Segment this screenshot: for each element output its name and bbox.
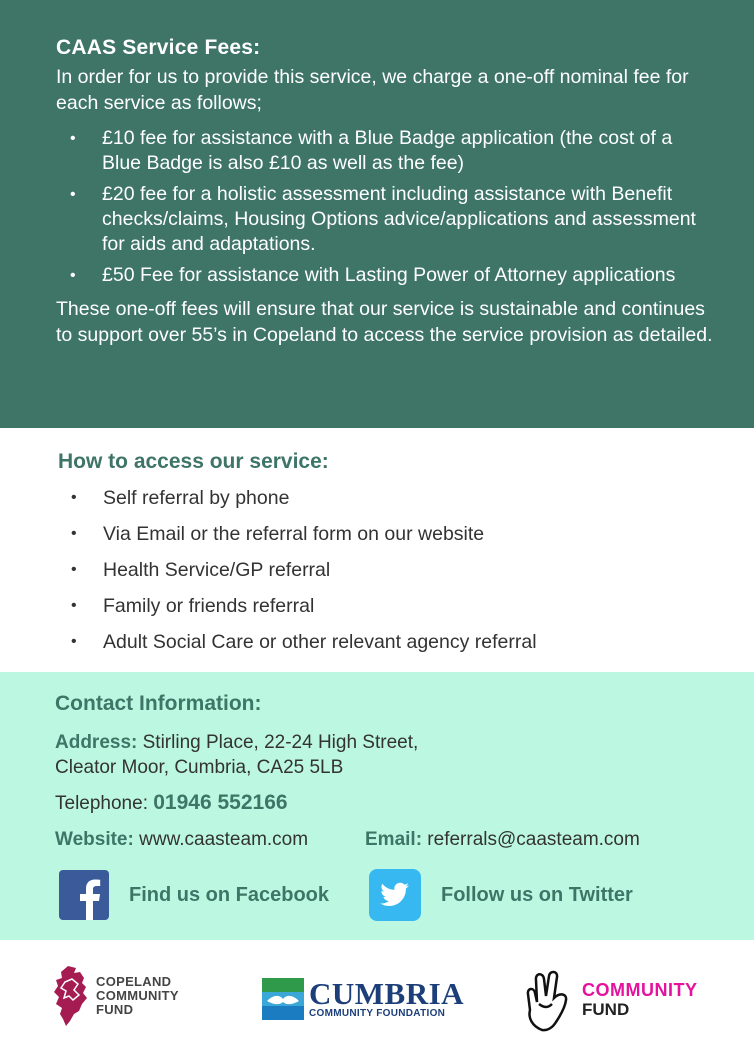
telephone-row xyxy=(55,790,724,817)
email-block xyxy=(365,827,640,853)
address-line1: Stirling Place, 22-24 High Street, xyxy=(137,732,419,753)
copeland-map-icon xyxy=(52,964,92,1028)
lottery-line2: FUND xyxy=(582,1000,630,1019)
facebook-icon[interactable] xyxy=(59,870,109,920)
address-block xyxy=(55,730,724,780)
access-section xyxy=(0,428,754,672)
twitter-link[interactable] xyxy=(369,869,633,921)
footer-logos xyxy=(0,940,754,1042)
website-link[interactable]: www.caasteam.com xyxy=(133,829,309,850)
copeland-line: FUND xyxy=(96,1002,134,1017)
address-label: Address: xyxy=(55,732,138,753)
fees-list xyxy=(56,126,714,288)
list-item: • £50 Fee for assistance with Lasting Power of Attorney applications xyxy=(56,263,714,288)
list-item: • Adult Social Care or other relevant agency referral xyxy=(58,630,714,654)
community-fund-logo xyxy=(522,968,698,1032)
crossed-fingers-icon xyxy=(522,968,578,1032)
fees-outro: These one-off fees will ensure that our service is sustainable and continues to support over 55’s in Copeland to access the service provision as detailed. xyxy=(56,298,713,346)
cumbria-title: CUMBRIA xyxy=(309,975,465,1011)
copeland-community-fund-logo xyxy=(52,964,179,1028)
social-row xyxy=(55,869,724,921)
facebook-link[interactable] xyxy=(59,870,369,920)
contact-title: Contact Information: xyxy=(55,692,262,715)
list-item: • Self referral by phone xyxy=(58,486,714,510)
lottery-text xyxy=(582,981,698,1019)
twitter-label[interactable]: Follow us on Twitter xyxy=(441,883,633,906)
copeland-line: COMMUNITY xyxy=(96,988,179,1003)
list-item: • Via Email or the referral form on our website xyxy=(58,522,714,546)
copeland-text xyxy=(96,975,179,1017)
list-item: • Family or friends referral xyxy=(58,594,714,618)
address-line2: Cleator Moor, Cumbria, CA25 5LB xyxy=(55,757,344,778)
lottery-line1: COMMUNITY xyxy=(582,980,698,1000)
telephone-label: Telephone: xyxy=(55,793,154,814)
cumbria-text xyxy=(309,975,465,1019)
website-block xyxy=(55,827,365,853)
cumbria-community-foundation-logo xyxy=(262,975,465,1020)
access-list xyxy=(58,486,714,654)
list-item: • Health Service/GP referral xyxy=(58,558,714,582)
email-label: Email: xyxy=(365,829,423,850)
web-email-row xyxy=(55,827,724,853)
fees-intro: In order for us to provide this service, we charge a one-off nominal fee for each service as follows; xyxy=(56,66,689,114)
fees-section xyxy=(0,0,754,428)
telephone-number[interactable]: 01946 552166 xyxy=(153,791,288,814)
list-item: • £20 fee for a holistic assessment including assistance with Benefit checks/claims, Housing Options advice/applications and assessment for aids and adaptations. xyxy=(56,182,714,257)
twitter-icon[interactable] xyxy=(369,869,421,921)
email-link[interactable]: referrals@caasteam.com xyxy=(422,829,640,850)
copeland-line: COPELAND xyxy=(96,974,172,989)
website-label: Website: xyxy=(55,829,134,850)
fees-title: CAAS Service Fees: xyxy=(56,36,261,59)
contact-section xyxy=(0,672,754,940)
access-title: How to access our service: xyxy=(58,450,329,473)
list-item: • £10 fee for assistance with a Blue Badge application (the cost of a Blue Badge is also £10 as well as the fee) xyxy=(56,126,714,176)
cumbria-subtitle: COMMUNITY FOUNDATION xyxy=(309,1007,446,1019)
facebook-label[interactable]: Find us on Facebook xyxy=(129,883,330,906)
handshake-icon xyxy=(262,978,304,1020)
